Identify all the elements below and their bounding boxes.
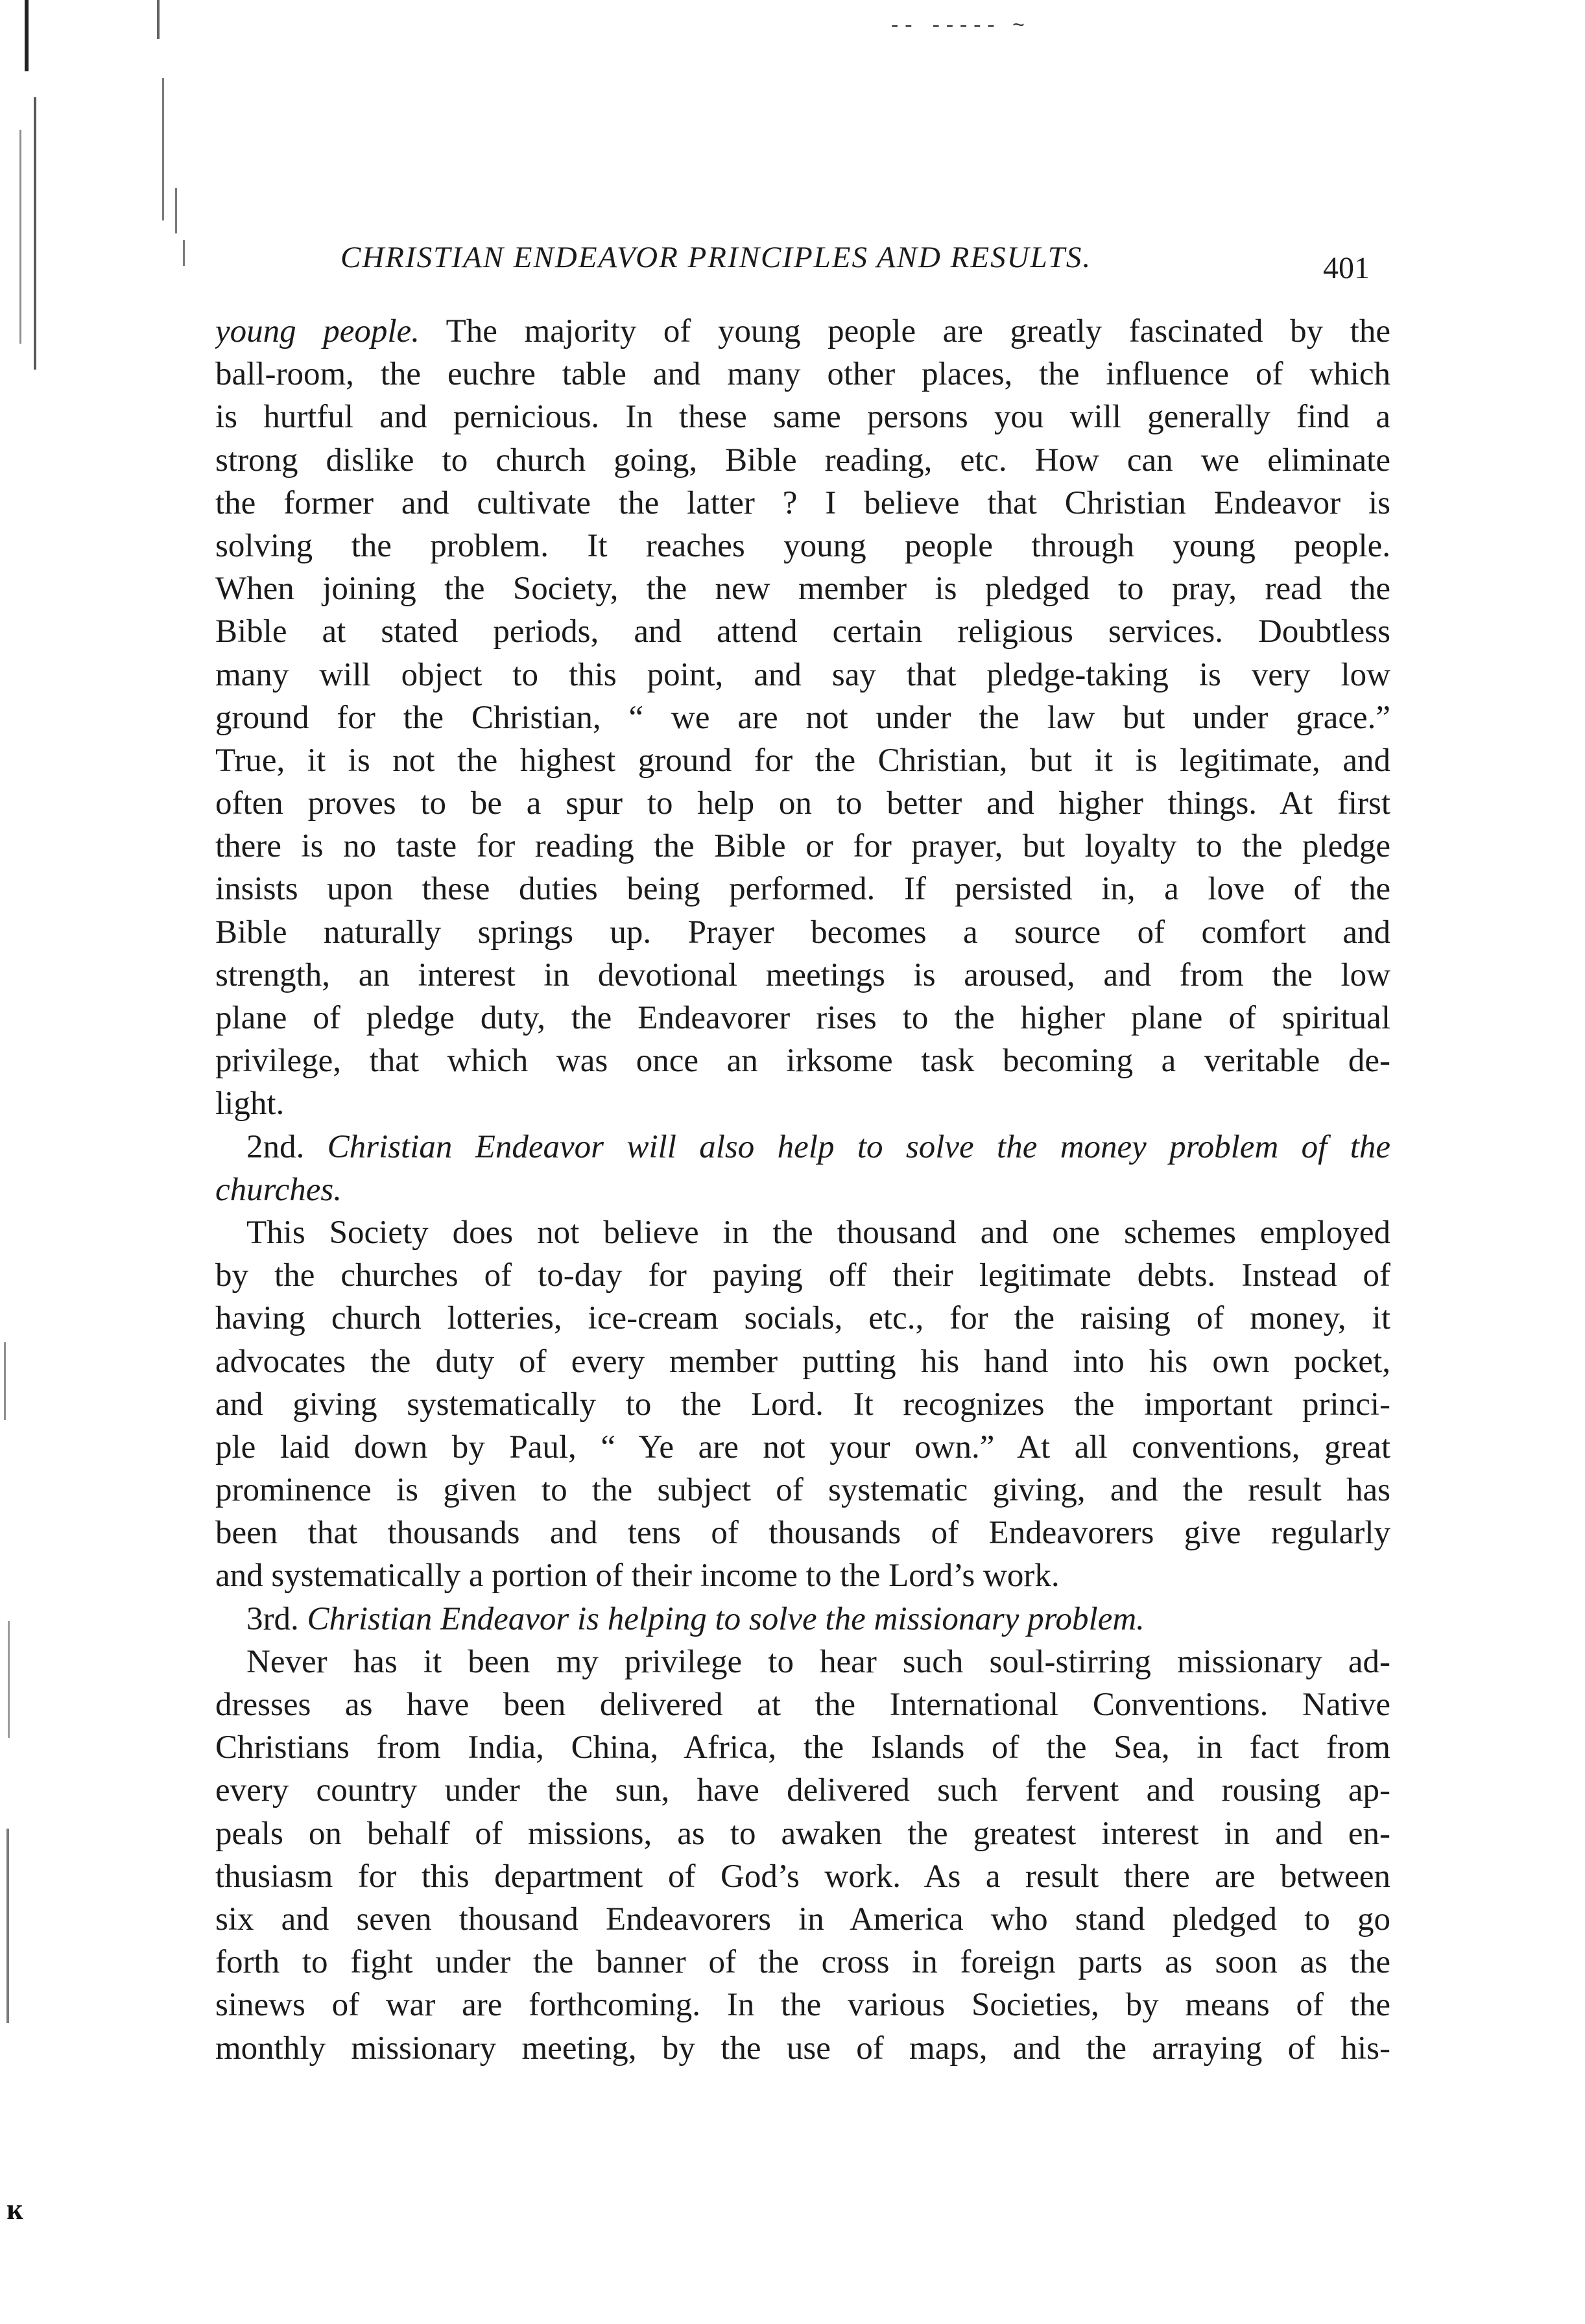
scan-binding-artifact — [25, 0, 29, 71]
scan-margin-artifact — [6, 1829, 9, 2023]
text-line: strength, an interest in devotional meetings is aroused, and from the low — [215, 956, 1390, 993]
text-line: insists upon these duties being performed. If persisted in, a love of the — [215, 871, 1390, 908]
text-line: been that thousands and tens of thousands of Endeavorers give regularly — [215, 1515, 1390, 1552]
text-line: Christians from India, China, Africa, the Islands of the Sea, in fact from — [215, 1729, 1390, 1766]
section-heading-line — [215, 1126, 1390, 1168]
text-line: many will object to this point, and say that pledge-taking is very low — [215, 656, 1390, 693]
text-line: forth to fight under the banner of the cross in foreign parts as soon as the — [215, 1944, 1390, 1981]
scan-margin-artifact — [8, 1621, 10, 1738]
text-line: and systematically a portion of their income to the Lord’s work. — [215, 1558, 1060, 1595]
text-line: Never has it been my privilege to hear such soul-stirring missionary ad- — [246, 1643, 1390, 1680]
text-line: ple laid down by Paul, “ Ye are not your own.” At all conventions, great — [215, 1429, 1390, 1465]
italic-heading: Christian Endeavor will also help to solve the money problem of the — [327, 1128, 1390, 1165]
running-header — [0, 233, 1585, 285]
text-line: every country under the sun, have delivered such fervent and rousing ap- — [215, 1772, 1390, 1809]
section-heading-line — [215, 1598, 1390, 1641]
scan-binding-artifact — [175, 188, 177, 233]
text-line: advocates the duty of every member putting his hand into his own pocket, — [215, 1343, 1390, 1380]
section-heading-line — [215, 1168, 1390, 1211]
text-line: peals on behalf of missions, as to awaken the greatest interest in and en- — [215, 1815, 1390, 1852]
text-line: there is no taste for reading the Bible or for prayer, but loyalty to the pledge — [215, 828, 1390, 865]
text-line: privilege, that which was once an irksome task becoming a veritable de- — [215, 1043, 1390, 1080]
text-line: dresses as have been delivered at the International Conventions. Native — [215, 1687, 1390, 1723]
text-line: often proves to be a spur to help on to better and higher things. At first — [215, 785, 1390, 822]
scan-margin-artifact — [4, 1342, 6, 1420]
text-line: having church lotteries, ice-cream socials, etc., for the raising of money, it — [215, 1300, 1390, 1337]
running-title: CHRISTIAN ENDEAVOR PRINCIPLES AND RESULTS. — [340, 241, 1092, 274]
text-line: light. — [215, 1085, 285, 1122]
italic-heading: Christian Endeavor is helping to solve the missionary problem. — [307, 1600, 1145, 1637]
scan-corner-mark: ĸ — [6, 2192, 23, 2225]
text-line: ground for the Christian, “ we are not under the law but under grace.” — [215, 699, 1390, 736]
scan-binding-artifact — [162, 78, 164, 220]
text-line: strong dislike to church going, Bible reading, etc. How can we eliminate — [215, 442, 1390, 479]
text-line: This Society does not believe in the thousand and one schemes employed — [246, 1214, 1390, 1251]
text-line: six and seven thousand Endeavorers in America who stand pledged to go — [215, 1901, 1390, 1938]
text-line: thusiasm for this department of God’s work. As a result there are between — [215, 1858, 1390, 1895]
italic-heading: churches. — [215, 1171, 342, 1208]
italic-phrase: young people. — [215, 313, 420, 350]
section-number: 3rd. — [246, 1600, 307, 1637]
text-line: is hurtful and pernicious. In these same persons you will generally find a — [215, 399, 1390, 436]
text-line: and giving systematically to the Lord. It recognizes the important princi- — [215, 1386, 1390, 1423]
text-line: Bible at stated periods, and attend certain religious services. Doubtless — [215, 613, 1390, 650]
text-line: prominence is given to the subject of systematic giving, and the result has — [215, 1472, 1390, 1509]
text-line: the former and cultivate the latter ? I believe that Christian Endeavor is — [215, 484, 1390, 521]
text-line: ball-room, the euchre table and many other places, the influence of which — [215, 356, 1390, 393]
text-line: by the churches of to-day for paying off their legitimate debts. Instead of — [215, 1257, 1390, 1294]
section-number: 2nd. — [246, 1128, 328, 1165]
scan-top-mark: -- ----- ~ — [888, 14, 1027, 38]
text-line: Bible naturally springs up. Prayer becomes a source of comfort and — [215, 914, 1390, 951]
text-line: When joining the Society, the new member is pledged to pray, read the — [215, 571, 1390, 608]
text-line: plane of pledge duty, the Endeavorer rises to the higher plane of spiritual — [215, 1000, 1390, 1036]
text-line: sinews of war are forthcoming. In the various Societies, by means of the — [215, 1987, 1390, 2024]
text-line: True, it is not the highest ground for the Christian, but it is legitimate, and — [215, 742, 1390, 779]
body-text — [215, 310, 1390, 2070]
scan-binding-artifact — [157, 0, 160, 39]
text-line — [215, 310, 1390, 353]
line-remainder: The majority of young people are greatly fascinated by the — [419, 313, 1390, 350]
page-number: 401 — [1323, 251, 1370, 285]
text-line: monthly missionary meeting, by the use of maps, and the arraying of his- — [215, 2030, 1390, 2067]
text-line: solving the problem. It reaches young people through young people. — [215, 527, 1390, 564]
